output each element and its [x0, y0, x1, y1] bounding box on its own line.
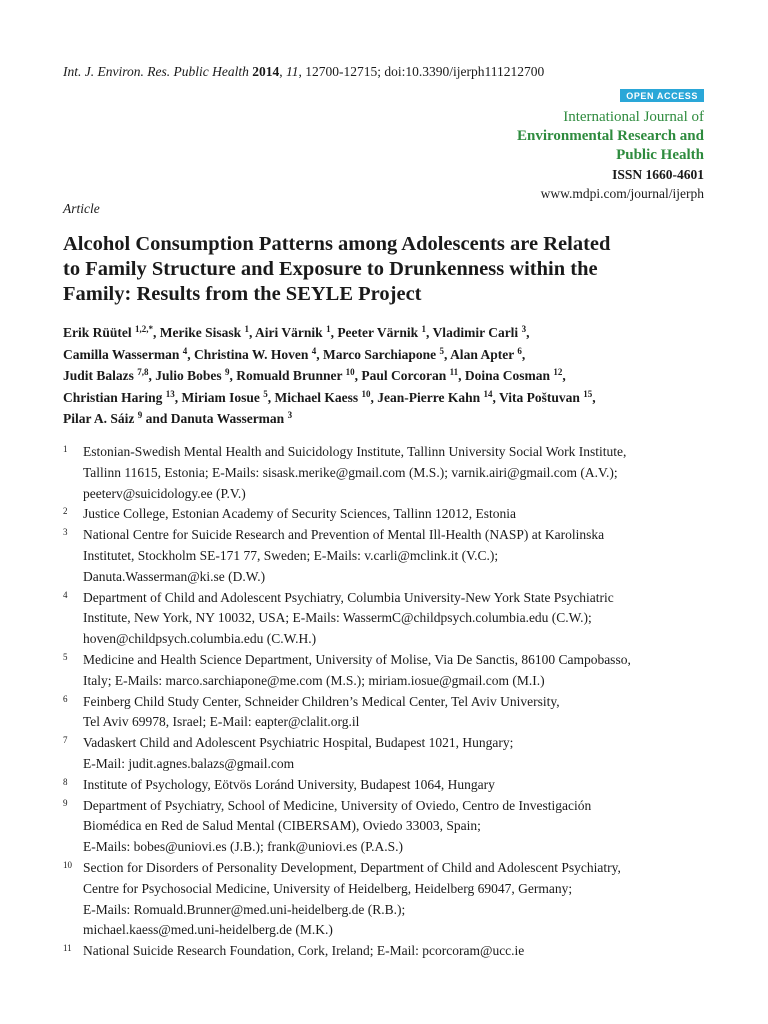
- affiliation-text-line: michael.kaess@med.uni-heidelberg.de (M.K.): [83, 922, 333, 938]
- affiliation-number: 6: [63, 693, 68, 704]
- affiliation-text-line: Medicine and Health Science Department, University of Molise, Via De Sanctis, 86100 Campobasso,: [83, 651, 631, 667]
- affiliation-text-line: National Suicide Research Foundation, Cork, Ireland; E-Mail: pcorcoram@ucc.ie: [83, 943, 525, 959]
- citation-doi: doi:10.3390/ijerph111212700: [384, 64, 545, 79]
- affiliation-text-line: Department of Child and Adolescent Psychiatry, Columbia University-New York State Psychiatric: [83, 589, 614, 605]
- affiliation-text-line: Italy; E-Mails: marco.sarchiapone@me.com (M.S.); miriam.iosue@gmail.com (M.I.): [83, 672, 545, 688]
- author-name: Julio Bobes: [155, 368, 222, 383]
- author-affiliation-marker: 13: [165, 388, 175, 399]
- author-name: Vita Poštuvan: [499, 389, 580, 405]
- affiliation-number: 7: [63, 735, 68, 746]
- author-separator: ,: [444, 346, 451, 362]
- author-affiliation-marker: 7,8: [137, 367, 149, 377]
- author-affiliation-marker: 3: [287, 410, 293, 420]
- affiliation-item: [63, 858, 723, 941]
- author-separator: ,: [426, 325, 433, 340]
- author-name: Pilar A. Sáiz: [63, 411, 135, 426]
- journal-issn: ISSN 1660-4601: [612, 167, 704, 182]
- citation-line: Int. J. Environ. Res. Public Health 2014, 11, 12700-12715; doi:10.3390/ijerph111212700: [63, 64, 545, 79]
- author-affiliation-marker: 1: [326, 324, 331, 334]
- author-separator: ,: [153, 325, 160, 340]
- author-name: Danuta Wasserman: [170, 411, 285, 426]
- affiliation-number: 1: [63, 444, 68, 454]
- author-affiliation-marker: 12: [553, 367, 563, 377]
- affiliation-number: 4: [63, 589, 68, 600]
- author-affiliation-marker: 6: [517, 345, 522, 356]
- affiliation-item: [63, 525, 723, 587]
- affiliation-text-line: Danuta.Wasserman@ki.se (D.W.): [83, 568, 266, 584]
- author-name: Christian Haring: [63, 389, 163, 405]
- affiliation-item: [63, 796, 723, 858]
- author-separator: ,: [492, 389, 500, 405]
- author-affiliation-marker: 5: [439, 345, 445, 356]
- author-name: Erik Rüütel: [63, 325, 132, 340]
- author-affiliation-marker: 14: [483, 388, 493, 399]
- journal-masthead: [517, 108, 704, 203]
- author-name: Christina W. Hoven: [194, 346, 309, 362]
- title-line: Family: Results from the SEYLE Project: [63, 283, 422, 305]
- citation-pages: 12700-12715: [305, 64, 378, 79]
- affiliation-text-line: E-Mails: Romuald.Brunner@med.uni-heidelberg.de (R.B.);: [83, 901, 406, 917]
- affiliation-text-line: Institute of Psychology, Eötvös Loránd University, Budapest 1064, Hungary: [83, 776, 495, 792]
- author-separator: ,: [148, 368, 156, 383]
- author-separator: ,: [249, 325, 256, 340]
- author-separator: ,: [330, 325, 338, 340]
- author-line: [63, 387, 723, 409]
- author-affiliation-marker: 1,2,: [135, 324, 149, 334]
- affiliation-text-line: Institute, New York, NY 10032, USA; E-Mails: WassermC@childpsych.columbia.edu (C.W.);: [83, 610, 592, 626]
- affiliation-text-line: Biomédica en Red de Salud Mental (CIBERSAM), Oviedo 33003, Spain;: [83, 818, 481, 834]
- author-name: Alan Apter: [450, 346, 514, 362]
- affiliation-item: [63, 733, 723, 775]
- affiliation-item: [63, 650, 723, 692]
- affiliation-item: [63, 588, 723, 650]
- open-access-badge: OPEN ACCESS: [620, 89, 704, 102]
- author-affiliation-marker: 5: [263, 388, 268, 399]
- author-name: Doina Cosman: [464, 368, 550, 383]
- author-affiliation-marker: 9: [225, 367, 230, 377]
- author-name: Jean-Pierre Kahn: [377, 389, 481, 405]
- affiliation-text-line: hoven@childpsych.columbia.edu (C.W.H.): [83, 631, 317, 647]
- affiliation-item: [63, 775, 723, 796]
- author-separator: ,: [526, 325, 530, 340]
- title-line: to Family Structure and Exposure to Drunkenness within the: [63, 258, 598, 280]
- author-line: [63, 322, 723, 344]
- author-name: Airi Värnik: [255, 325, 323, 340]
- affiliation-number: 2: [63, 506, 68, 517]
- author-affiliation-marker: 3: [521, 324, 527, 334]
- author-separator: ,: [458, 368, 465, 383]
- affiliation-number: 10: [63, 859, 72, 870]
- author-name: Romuald Brunner: [236, 368, 343, 383]
- corresponding-author-marker: *: [148, 324, 154, 334]
- affiliation-text-line: Tel Aviv 69978, Israel; E-Mail: eapter@clalit.org.il: [83, 714, 360, 730]
- journal-line1: International Journal of: [563, 109, 704, 125]
- affiliation-text-line: E-Mail: judit.agnes.balazs@gmail.com: [83, 755, 295, 771]
- affiliation-text-line: Department of Psychiatry, School of Medicine, University of Oviedo, Centro de Investigación: [83, 797, 592, 813]
- affiliation-text-line: E-Mails: bobes@uniovi.es (J.B.); frank@uniovi.es (P.A.S.): [83, 839, 403, 855]
- author-separator: ,: [187, 346, 195, 362]
- affiliation-number: 9: [63, 797, 68, 808]
- author-line: [63, 344, 723, 366]
- author-affiliation-marker: 11: [449, 367, 459, 377]
- author-affiliation-marker: 1: [421, 324, 427, 334]
- author-line: [63, 365, 723, 387]
- affiliation-number: 8: [63, 776, 68, 787]
- author-affiliation-marker: 1: [244, 324, 250, 334]
- author-name: Miriam Iosue: [181, 389, 260, 405]
- affiliation-text-line: Estonian-Swedish Mental Health and Suicidology Institute, Tallinn University Social Work Institute,: [83, 444, 627, 459]
- author-separator: ,: [229, 368, 237, 383]
- journal-url[interactable]: www.mdpi.com/journal/ijerph: [540, 186, 704, 201]
- author-name: Marco Sarchiapone: [323, 346, 437, 362]
- title-line: Alcohol Consumption Patterns among Adolescents are Related: [63, 233, 611, 255]
- affiliation-text-line: peeterv@suicidology.ee (P.V.): [83, 485, 246, 501]
- affiliation-text-line: Feinberg Child Study Center, Schneider Children’s Medical Center, Tel Aviv University,: [83, 693, 560, 709]
- author-name: Judit Balazs: [63, 368, 134, 383]
- citation-volume: 11: [285, 64, 299, 79]
- affiliation-number: 3: [63, 527, 68, 538]
- citation-year: 2014: [252, 64, 280, 79]
- author-separator: ,: [370, 389, 378, 405]
- author-separator: ,: [521, 346, 526, 362]
- author-name: Camilla Wasserman: [63, 346, 180, 362]
- affiliation-text-line: Centre for Psychosocial Medicine, University of Heidelberg, Heidelberg 69047, Germany;: [83, 880, 573, 896]
- author-list: [63, 322, 723, 430]
- author-line: [63, 408, 723, 430]
- affiliation-text-line: Vadaskert Child and Adolescent Psychiatric Hospital, Budapest 1021, Hungary;: [83, 735, 514, 751]
- author-affiliation-marker: 15: [583, 388, 593, 399]
- affiliation-text-line: National Centre for Suicide Research and Prevention of Mental Ill-Health (NASP) at Karolinska: [83, 527, 605, 543]
- affiliation-item: [63, 692, 723, 734]
- journal-name-line2: Public Health: [616, 147, 704, 163]
- author-separator: ,: [562, 368, 566, 383]
- author-affiliation-marker: 9: [137, 410, 143, 420]
- author-separator: ,: [174, 389, 182, 405]
- author-separator: ,: [316, 346, 324, 362]
- affiliation-text-line: Institutet, Stockholm SE-171 77, Sweden; E-Mails: v.carli@mclink.it (V.C.);: [83, 547, 499, 563]
- author-affiliation-marker: 4: [311, 345, 317, 356]
- author-affiliation-marker: 10: [345, 367, 355, 377]
- journal-name-line1: Environmental Research and: [517, 128, 704, 144]
- author-name: Vladimir Carli: [432, 325, 519, 340]
- affiliation-text-line: Justice College, Estonian Academy of Security Sciences, Tallinn 12012, Estonia: [83, 506, 516, 522]
- author-affiliation-marker: 4: [182, 345, 188, 356]
- affiliation-number: 5: [63, 651, 68, 662]
- paper-title: [63, 232, 713, 307]
- author-affiliation-marker: 10: [361, 388, 371, 399]
- author-separator: ,: [354, 368, 362, 383]
- affiliation-item: [63, 442, 723, 504]
- article-type-label: Article: [63, 201, 100, 216]
- author-separator: and: [142, 411, 171, 426]
- author-separator: ,: [592, 389, 596, 405]
- affiliation-item: [63, 941, 723, 962]
- affiliation-number: 11: [63, 943, 72, 954]
- author-name: Michael Kaess: [274, 389, 359, 405]
- affiliation-text-line: Tallinn 11615, Estonia; E-Mails: sisask.merike@gmail.com (M.S.); varnik.airi@gmail.com (A.V.);: [83, 464, 618, 480]
- journal-abbrev: Int. J. Environ. Res. Public Health: [63, 64, 249, 79]
- affiliation-text-line: Section for Disorders of Personality Development, Department of Child and Adolescent Psychiatry,: [83, 859, 621, 875]
- affiliation-item: [63, 504, 723, 525]
- author-name: Paul Corcoran: [361, 368, 447, 383]
- author-name: Peeter Värnik: [337, 325, 419, 340]
- author-name: Merike Sisask: [159, 325, 242, 340]
- affiliation-list: [63, 442, 723, 962]
- author-separator: ,: [267, 389, 275, 405]
